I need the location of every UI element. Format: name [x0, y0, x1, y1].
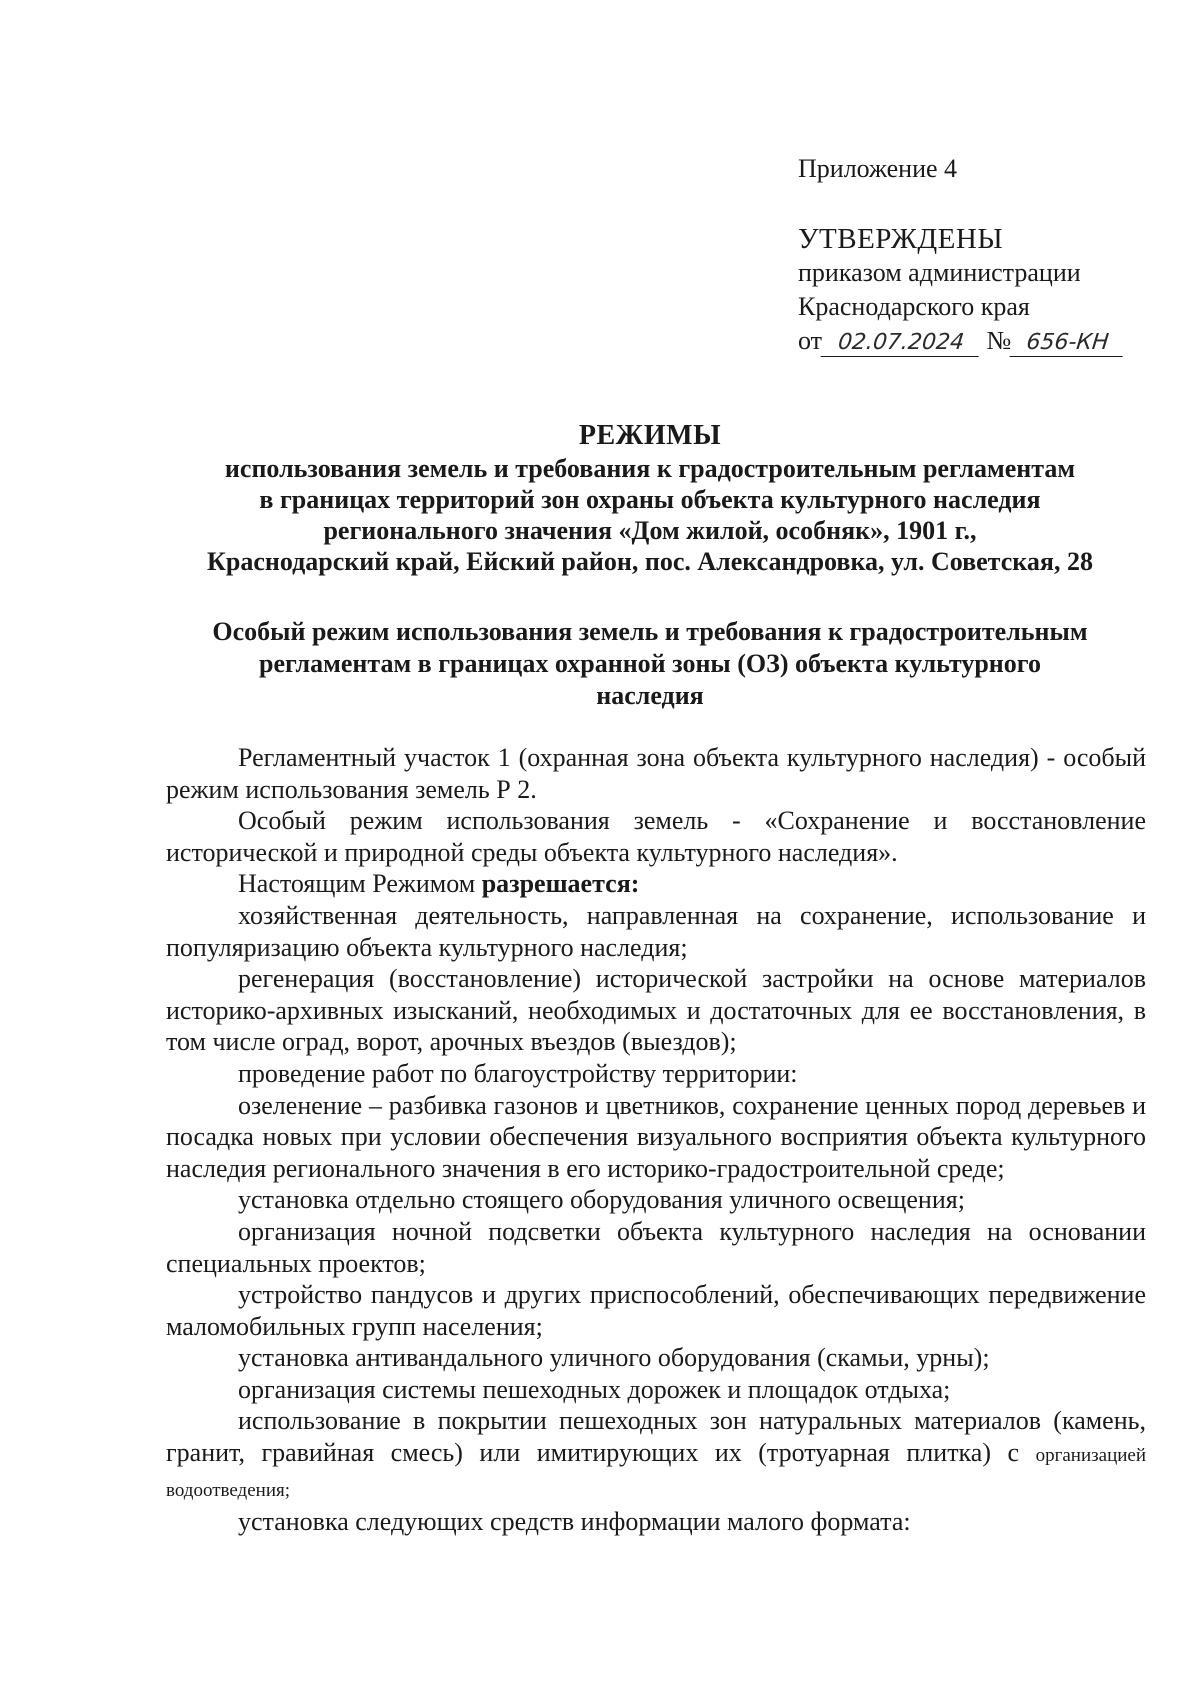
section-heading	[150, 616, 1150, 712]
title-line-2: в границах территорий зон охраны объекта культурного наследия	[259, 485, 1041, 514]
paragraph-9: организация ночной подсветки объекта культурного наследия на основании специальных проектов;	[166, 1216, 1146, 1278]
subtitle-line-1: Особый режим использования земель и требования к градостроительным	[212, 617, 1088, 646]
approval-line-2: Краснодарского края	[798, 292, 1030, 321]
handwritten-date: 02.07.2024	[821, 330, 982, 357]
paragraph-11: установка антивандального уличного оборудования (скамьи, урны);	[238, 1343, 990, 1373]
number-sign: №	[986, 326, 1012, 355]
subtitle-line-2: регламентам в границах охранной зоны (ОЗ) объекта культурного	[259, 649, 1041, 678]
paragraph-6: проведение работ по благоустройству территории:	[238, 1058, 798, 1088]
paragraph-3	[166, 868, 1146, 900]
paragraph-5: регенерация (восстановление) исторической застройки на основе материалов историко-архивных изысканий, необходимых и достаточных для ее восстановления, в том числе оград, ворот, арочных въездов (выездов);	[166, 964, 1146, 1057]
document-title	[150, 420, 1150, 577]
approval-block	[798, 152, 1158, 358]
appendix-label: Приложение 4	[798, 154, 958, 183]
approval-line-1: приказом администрации	[798, 258, 1081, 287]
paragraph-8: установка отдельно стоящего оборудования уличного освещения;	[238, 1185, 965, 1215]
handwritten-number: 656-КН	[1010, 330, 1126, 357]
paragraph-1: Регламентный участок 1 (охранная зона объекта культурного наследия) - особый режим использования земель Р 2.	[166, 743, 1146, 804]
title-main: РЕЖИМЫ	[578, 420, 722, 451]
paragraph-4: хозяйственная деятельность, направленная на сохранение, использование и популяризацию объекта культурного наследия;	[166, 900, 1146, 962]
body-text	[166, 742, 1146, 1538]
paragraph-10: устройство пандусов и других приспособлений, обеспечивающих передвижение маломобильных групп населения;	[166, 1280, 1146, 1341]
paragraph-13-tail: организацией водоотведения;	[166, 1445, 1146, 1501]
paragraph-12: организация системы пешеходных дорожек и площадок отдыха;	[238, 1374, 951, 1404]
approved-heading: УТВЕРЖДЕНЫ	[798, 223, 1004, 255]
title-line-3: регионального значения «Дом жилой, особняк», 1901 г.,	[323, 516, 977, 545]
subtitle-line-3: наследия	[596, 681, 704, 710]
approval-date-line	[798, 324, 1158, 358]
paragraph-3-bold: разрешается:	[481, 869, 640, 899]
title-line-4: Краснодарский край, Ейский район, пос. Александровка, ул. Советская, 28	[207, 547, 1093, 576]
date-prefix: от	[798, 326, 823, 355]
paragraph-13	[166, 1405, 1146, 1506]
paragraph-3-text: Настоящим Режимом	[238, 869, 482, 899]
title-line-1: использования земель и требования к градостроительным регламентам	[224, 454, 1076, 483]
paragraph-13-main: использование в покрытии пешеходных зон натуральных материалов (камень, гранит, гравийная смесь) или имитирующих их (тротуарная плитка) с	[166, 1406, 1146, 1468]
paragraph-14: установка следующих средств информации малого формата:	[238, 1507, 911, 1537]
paragraph-7: озеленение – разбивка газонов и цветников, сохранение ценных пород деревьев и посадка новых при условии обеспечения визуального восприятия объекта культурного наследия регионального значения в его историко-градостроительной среде;	[166, 1090, 1146, 1183]
paragraph-2: Особый режим использования земель - «Сохранение и восстановление исторической и природной среды объекта культурного наследия».	[166, 806, 1146, 867]
